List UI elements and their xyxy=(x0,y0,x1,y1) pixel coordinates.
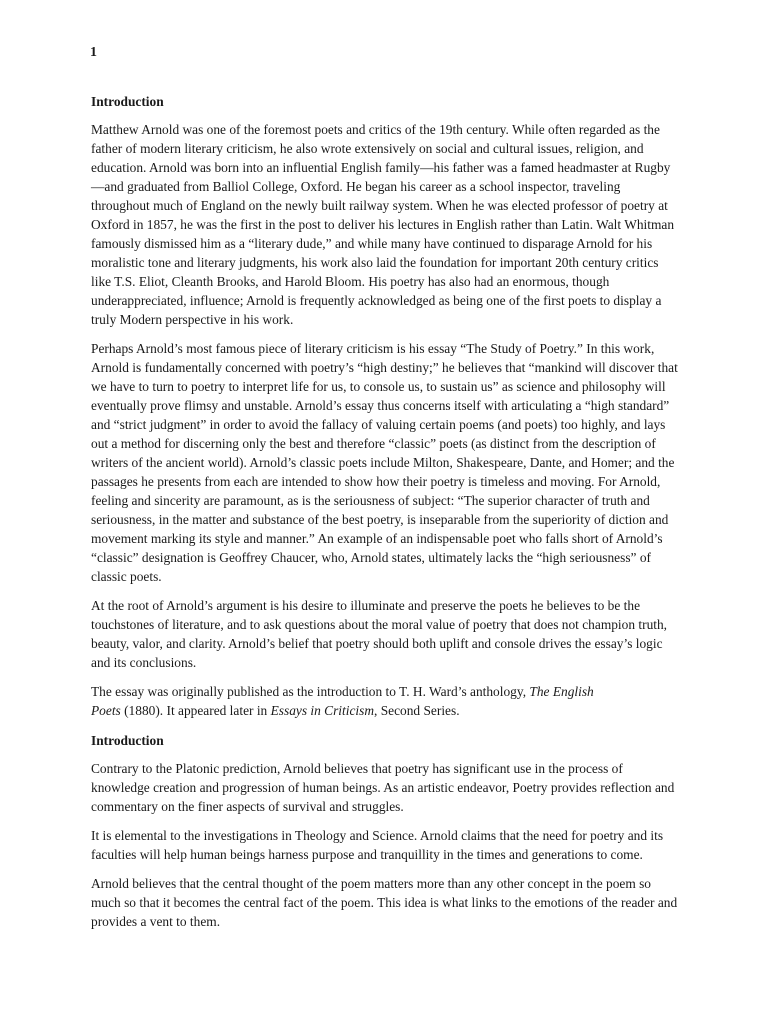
anthology-title-part-b: Poets xyxy=(91,703,121,718)
book-title: Essays in Criticism xyxy=(270,703,375,718)
publication-end: , Second Series. xyxy=(374,703,460,718)
body-paragraph: It is elemental to the investigations in Theology and Science. Arnold claims that the need for poetry and its faculties will help human beings harness purpose and tranquillity in the times and generations to come. xyxy=(91,828,664,862)
document-body xyxy=(91,92,679,941)
body-paragraph: Matthew Arnold was one of the foremost poets and critics of the 19th century. While often regarded as the father of modern literary criticism, he also wrote extensively on social and cultural issues, religion, and education. Arnold was born into an influential English family—his father was a famed headmaster at Rugby—and graduated from Balliol College, Oxford. He began his career as a school inspector, traveling throughout much of England on the newly built railway system. When he was elected professor of poetry at Oxford in 1857, he was the first in the post to deliver his lectures in English rather than Latin. Walt Whitman famously dismissed him as a “literary dude,” and while many have continued to disparage Arnold for his moralistic tone and literary judgments, his work also laid the foundation for important 20th century critics like T.S. Eliot, Cleanth Brooks, and Harold Bloom. His poetry has also had an enormous, though underappreciated, influence; Arnold is frequently acknowledged as being one of the first poets to display a truly Modern perspective in his work. xyxy=(91,122,675,327)
publication-middle: (1880). It appeared later in xyxy=(120,703,271,718)
body-paragraph: Arnold believes that the central thought of the poem matters more than any other concept in the poem so much so that it becomes the central fact of the poem. This idea is what links to the emotions of the reader and provides a vent to them. xyxy=(91,876,678,929)
anthology-title-part-a: The English xyxy=(529,684,594,699)
body-paragraph: Perhaps Arnold’s most famous piece of literary criticism is his essay “The Study of Poetry.” In this work, Arnold is fundamentally concerned with poetry’s “high destiny;” he believes that “mankind will discover that we have to turn to poetry to interpret life for us, to console us, to sustain us” as science and philosophy will eventually prove flimsy and unstable. Arnold’s essay thus concerns itself with articulating a “high standard” and “strict judgment” in order to avoid the fallacy of valuing certain poems (and poets) too highly, and lays out a method for discerning only the best and therefore “classic” poets (as distinct from the description of writers of the ancient world). Arnold’s classic poets include Milton, Shakespeare, Dante, and Homer; and the passages he presents from each are intended to show how their poetry is timeless and moving. For Arnold, feeling and sincerity are paramount, as is the seriousness of subject: “The superior character of truth and seriousness, in the matter and substance of the best poetry, is inseparable from the superiority of diction and movement marking its style and manner.” An example of an indispensable poet who falls short of Arnold’s “classic” designation is Geoffrey Chaucer, who, Arnold states, ultimately lacks the “high seriousness” of classic poets. xyxy=(91,341,678,584)
page-number: 1 xyxy=(90,45,97,60)
publication-note xyxy=(91,682,679,720)
section-heading-introduction: Introduction xyxy=(91,94,164,109)
section-heading-introduction-2: Introduction xyxy=(91,733,164,748)
publication-intro: The essay was originally published as the introduction to T. H. Ward’s anthology, xyxy=(91,684,530,699)
body-paragraph: At the root of Arnold’s argument is his desire to illuminate and preserve the poets he believes to be the touchstones of literature, and to ask questions about the moral value of poetry that does not champion truth, beauty, valor, and clarity. Arnold’s belief that poetry should both uplift and console drives the essay’s logic and its conclusions. xyxy=(91,598,668,670)
body-paragraph: Contrary to the Platonic prediction, Arnold believes that poetry has significant use in the process of knowledge creation and progression of human beings. As an artistic endeavor, Poetry provides reflection and commentary on the finer aspects of survival and struggles. xyxy=(91,761,675,814)
